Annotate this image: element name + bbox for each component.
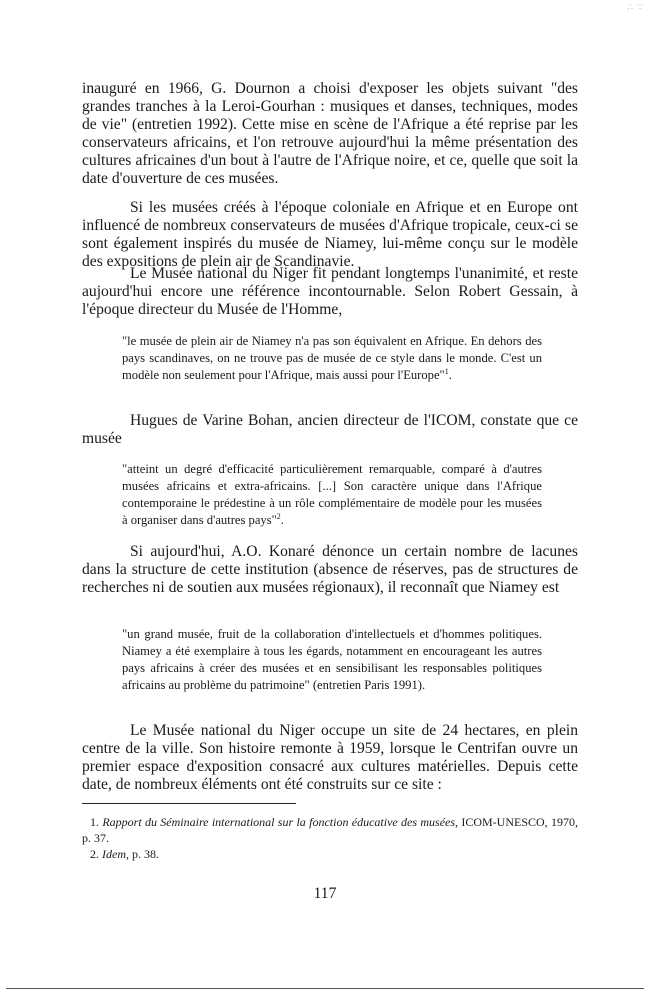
footnote-1-rest: , ICOM-UNESCO, 1970, p. 37. <box>82 815 579 845</box>
footnote-2-title: Idem, <box>102 847 129 861</box>
bottom-scan-edge <box>6 988 644 989</box>
paragraph-2: Si les musées créés à l'époque coloniale en Afrique et en Europe ont influencé de nombreux conservateurs de musées d'Afrique tropicale, ceux-ci se sont également inspirés du musée de Niamey, lui-même conçu sur le modèle des expositions de plein air de Scandinavie. <box>82 199 578 270</box>
quote-varine-text: "atteint un degré d'efficacité particulièrement remarquable, comparé à d'autres musées africains et extra-africains. [...] Son caractère unique dans l'Afrique contemporaine le prédestine à un rôle complémentaire de modèle pour les musées à organiser dans d'autres pays" <box>122 462 542 527</box>
quote-gessain <box>122 333 542 384</box>
footnote-2-rest: p. 38. <box>129 847 159 861</box>
footnote-2-number: 2. <box>90 847 99 861</box>
corner-scan-mark: ∴ ∵ <box>627 2 644 12</box>
paragraph-6: Le Musée national du Niger occupe un site de 24 hectares, en plein centre de la ville. Son histoire remonte à 1959, lorsque le Centrifan ouvre un premier espace d'exposition consacré aux cultures matérielles. Depuis cette date, de nombreux éléments ont été construits sur ce site : <box>82 722 578 793</box>
quote-gessain-end: . <box>448 368 452 382</box>
quote-varine <box>122 461 542 529</box>
footnote-2 <box>82 846 578 862</box>
quote-varine-end: . <box>280 513 284 527</box>
footnote-ref-2: 2 <box>276 511 281 521</box>
footnote-1-number: 1. <box>90 815 99 829</box>
footnote-separator <box>82 803 296 804</box>
footnote-1 <box>82 814 578 846</box>
quote-konare: "un grand musée, fruit de la collaboration d'intellectuels et d'hommes politiques. Niamey a été exemplaire à tous les égards, notamment en encourageant les autres pays africains à créer des musées et en sensibilisant les responsables politiques africains au problème du patrimoine" (entretien Paris 1991). <box>122 627 542 692</box>
footnote-1-title: Rapport du Séminaire international sur la fonction éducative des musées <box>102 815 456 829</box>
paragraph-1: inauguré en 1966, G. Dournon a choisi d'exposer les objets suivant "des grandes tranches à la Leroi-Gourhan : musiques et danses, techniques, modes de vie" (entretien 1992). Cette mise en scène de l'Afrique a été reprise par les conservateurs africains, et l'on retrouve aujourd'hui la même présentation des cultures africaines d'un bout à l'autre de l'Afrique noire, et ce, quelle que soit la date d'ouverture de ces musées. <box>82 80 578 187</box>
paragraph-3: Le Musée national du Niger fit pendant longtemps l'unanimité, et reste aujourd'hui encore une référence incontournable. Selon Robert Gessain, à l'époque directeur du Musée de l'Homme, <box>82 265 578 318</box>
footnote-ref-1: 1 <box>444 366 449 376</box>
paragraph-4: Hugues de Varine Bohan, ancien directeur de l'ICOM, constate que ce musée <box>82 412 578 447</box>
quote-gessain-text: "le musée de plein air de Niamey n'a pas son équivalent en Afrique. En dehors des pays scandinaves, on ne trouve pas de musée de ce style dans le monde. C'est un modèle non seulement pour l'Afrique, mais aussi pour l'Europe" <box>122 334 542 382</box>
paragraph-5: Si aujourd'hui, A.O. Konaré dénonce un certain nombre de lacunes dans la structure de cette institution (absence de réserves, pas de structures de recherches ni de soutien aux musées régionaux), il reconnaît que Niamey est <box>82 543 578 596</box>
page-number: 117 <box>313 885 337 902</box>
